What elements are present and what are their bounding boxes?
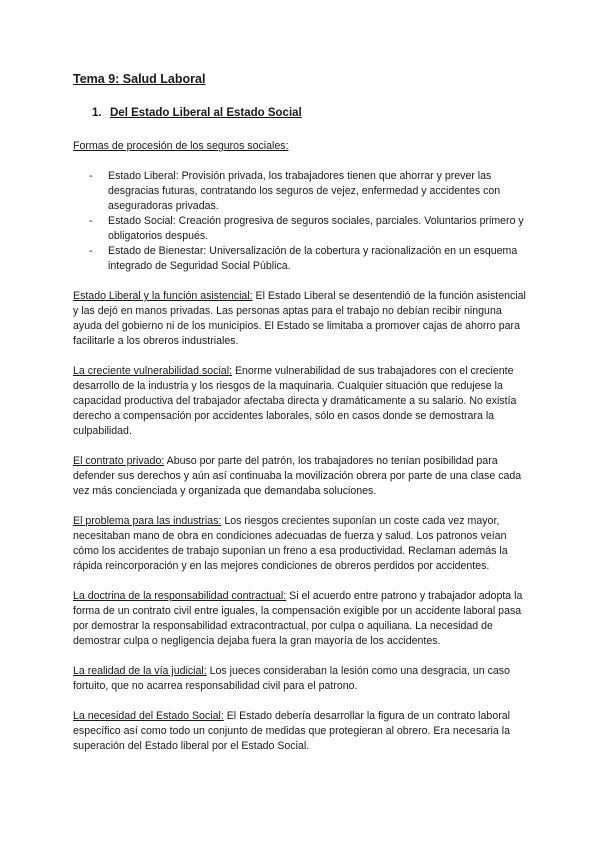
bullet-text: Estado Liberal: Provisión privada, los trabajadores tienen que ahorrar y prever las desgracias futuras, contratando los seguros de vejez, enfermedad y accidentes con aseguradoras privadas. — [108, 170, 501, 212]
bullet-item — [73, 169, 528, 214]
paragraph — [73, 514, 528, 574]
bullet-text: Estado Social: Creación progresiva de seguros sociales, parciales. Voluntarios primero y obligatorios después. — [108, 215, 524, 242]
paragraph-lead: La realidad de la vía judicial: — [73, 665, 207, 677]
paragraph-lead: El problema para las industrias: — [73, 515, 222, 527]
paragraph-lead: La creciente vulnerabilidad social: — [73, 365, 232, 377]
paragraph-text: Si el acuerdo entre patrono y trabajador adopta la forma de un contrato civil entre iguales, la compensación exigible por un accidente laboral pasa por demostrar la responsabilidad extracontractual, por culpa o aquiliana. La necesidad de demostrar culpa o negligencia dejaba fuera la gran mayoría de los accidentes. — [73, 590, 523, 647]
paragraph — [73, 589, 528, 649]
bullet-text: Estado de Bienestar: Universalización de la cobertura y racionalización en un esquema integrado de Seguridad Social Pública. — [108, 245, 518, 272]
bullet-item — [73, 244, 528, 274]
section-heading — [92, 106, 528, 121]
section-number: 1. — [92, 107, 102, 119]
paragraph-lead: El contrato privado: — [73, 455, 165, 467]
paragraph — [73, 454, 528, 499]
paragraph-text: Abuso por parte del patrón, los trabajadores no tenían posibilidad para defender sus derechos y aún así continuaba la movilización obrera por parte de una clase cada vez más concienciada y organizada que demandaba soluciones. — [73, 455, 522, 497]
section-title: Del Estado Liberal al Estado Social — [110, 107, 302, 119]
bullet-dash: - — [89, 215, 93, 227]
subheading: Formas de procesión de los seguros sociales: — [73, 140, 289, 152]
paragraph — [73, 364, 528, 439]
paragraph-lead: La necesidad del Estado Social: — [73, 710, 224, 722]
document-title: Tema 9: Salud Laboral — [73, 72, 206, 86]
bullet-list — [73, 169, 528, 274]
bullet-dash: - — [89, 170, 93, 182]
paragraph-lead: Estado Liberal y la función asistencial: — [73, 290, 253, 302]
paragraph — [73, 289, 528, 349]
paragraph — [73, 664, 528, 694]
paragraph-text: Los jueces consideraban la lesión como una desgracia, un caso fortuito, que no acarrea responsabilidad civil para el patrono. — [73, 665, 510, 692]
bullet-item — [73, 214, 528, 244]
paragraph — [73, 709, 528, 754]
paragraph-text: El Estado Liberal se desentendió de la función asistencial y las dejó en manos privadas. Las personas aptas para el trabajo no debían recibir ninguna ayuda del gobierno ni de los municipios. El Estado se limitaba a promover cajas de ahorro para facilitarle a los obreros industriales. — [73, 290, 526, 347]
paragraph-lead: La doctrina de la responsabilidad contractual: — [73, 590, 287, 602]
paragraph-text: El Estado debería desarrollar la figura de un contrato laboral específico así como todo un conjunto de medidas que protegieran al obrero. Era necesaria la superación del Estado liberal por el Estado Social. — [73, 710, 510, 752]
paragraph-text: Enorme vulnerabilidad de sus trabajadores con el creciente desarrollo de la industria y los riesgos de la maquinaria. Cualquier situación que redujese la capacidad productiva del trabajador afectaba directa y dramáticamente a su salario. No existía derecho a compensación por accidentes laborales, sólo en casos donde se demostrara la culpabilidad. — [73, 365, 517, 437]
bullet-dash: - — [89, 245, 93, 257]
paragraph-text: Los riesgos crecientes suponían un coste cada vez mayor, necesitaban mano de obra en condiciones adecuadas de fuerza y salud. Los patronos veían cómo los accidentes de trabajo suponían un freno a esa productividad. Reclaman además la rápida reincorporación y en las mejores condiciones de obreros perdidos por accidentes. — [73, 515, 508, 572]
document-page — [73, 71, 528, 769]
